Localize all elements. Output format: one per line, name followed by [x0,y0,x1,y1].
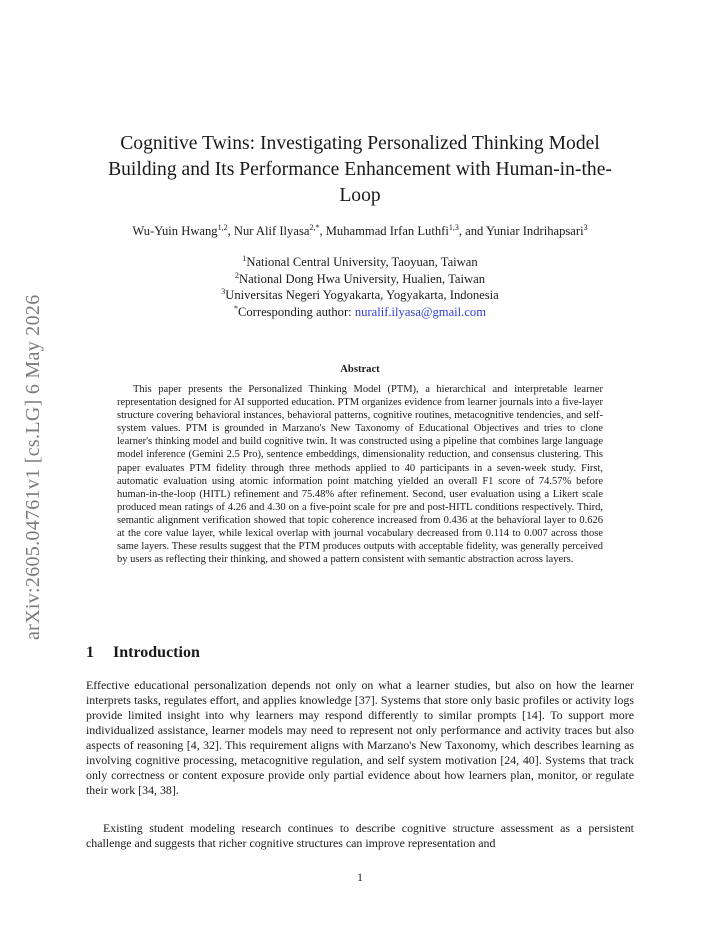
affiliation-line [120,287,600,304]
affiliation-text: National Central University, Taoyuan, Taiwan [246,255,478,269]
corresponding-label: Corresponding author: [237,304,355,319]
affiliation-text: Universitas Negeri Yogyakarta, Yogyakarta, Indonesia [225,288,499,303]
affiliation-superscript: 1 [242,253,247,263]
page-number: 1 [357,872,363,884]
author-superscript: 1,2 [217,222,228,232]
author-list [70,223,650,239]
affiliation-superscript: 2 [234,270,239,280]
author-separator: , [319,224,326,238]
author-separator: , and [458,224,487,238]
affiliation-superscript: 3 [221,287,226,296]
author-name: Yuniar Indrihapsari [486,224,584,238]
corresponding-author-line [120,304,600,321]
arxiv-identifier-stamp: arXiv:2605.04761v1 [cs.LG] 6 May 2026 [22,294,44,640]
abstract-heading: Abstract [340,364,380,375]
section-heading [86,644,200,662]
paper-title: Cognitive Twins: Investigating Personalized Thinking Model Building and Its Performance Enhancement with Human-in-the-Loop [108,133,612,206]
corresponding-email-link[interactable]: nuralif.ilyasa@gmail.com [354,304,487,319]
affiliation-text: National Dong Hwa University, Hualien, Taiwan [238,271,486,286]
body-paragraph: Effective educational personalization depends not only on what a learner studies, but also on how the learner interprets tasks, regulates effort, and applies knowledge [37]. Systems that store only basic profiles or activity logs provide limited insight into why learners may respond differently to similar prompts [14]. To support more individualized assistance, learner models may need to represent not only performance and activity traces but also aspects of reasoning [4, 32]. This requirement aligns with Marzano's New Taxonomy, which describes learning as involving cognitive processing, metacognitive regulation, and self system motivation [24, 40]. Systems that track only correctness or content exposure provide only partial evidence about how learners plan, monitor, or regulate their work [34, 38]. [86,678,634,797]
author-separator: , [227,224,234,238]
body-paragraph: Existing student modeling research continues to describe cognitive structure assessment as a persistent challenge and suggests that richer cognitive structures can improve representation and [86,821,634,850]
author-name: Muhammad Irfan Luthfi [325,224,449,238]
section-number: 1 [86,644,94,661]
author-superscript: 1,3 [448,222,459,232]
abstract-text: This paper presents the Personalized Thinking Model (PTM), a hierarchical and interpretable learner representation designed for AI supported education. PTM organizes evidence from learner journals into a five-layer structure covering behavioral instances, behavioral patterns, cognitive routines, metacognitive tendencies, and self-system values. PTM is grounded in Marzano's New Taxonomy of Educational Objectives and tries to clone learner's thinking model and build cognitive twin. It was constructed using a pipeline that combines large language model inference (Gemini 2.5 Pro), sentence embeddings, dimensionality reduction, and consensus clustering. This paper evaluates PTM fidelity through three methods applied to 40 participants in a seven-week study. First, automatic evaluation using atomic information point matching yielded an overall F1 score of 74.57% before human-in-the-loop (HITL) refinement and 75.48% after refinement. Second, user evaluation using a Likert scale produced mean ratings of 4.26 and 4.30 on a five-point scale for pre and post-HITL conditions respectively. Third, semantic alignment verification showed that topic coherence increased from 0.436 at the behavioral layer to 0.626 at the core value layer, while lexical overlap with journal vocabulary decreased from 0.114 to 0.007 across those same layers. These results suggest that the PTM produces outputs with acceptable fidelity, was generally perceived by users as reflecting their thinking, and showed a pattern consistent with semantic abstraction across layers. [117,384,603,566]
author-name: Nur Alif Ilyasa [233,224,310,238]
affiliation-line [120,254,600,271]
section-title: Introduction [113,644,200,661]
author-name: Wu-Yuin Hwang [132,224,218,238]
author-superscript: 3 [583,222,588,232]
corresponding-superscript: * [233,303,238,313]
affiliations [120,254,600,320]
author-superscript: 2,* [309,222,320,232]
affiliation-line [120,271,600,288]
